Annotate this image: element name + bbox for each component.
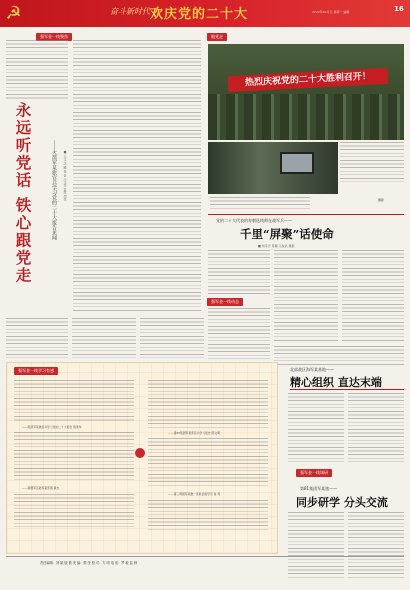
center-lower (274, 346, 404, 366)
center-headline: 千里“屏聚”话使命 (240, 227, 334, 241)
letter-3-caption: ——新疆军区陆军某部团 黄杰 (22, 486, 60, 490)
photo-caption-side (340, 142, 404, 182)
section-tag-east: 强军金一线调研 (296, 469, 332, 477)
east-body-2 (348, 512, 404, 580)
divider (208, 214, 404, 215)
letter-2-text (148, 380, 268, 428)
page-number: 16 (394, 5, 404, 13)
center-kicker: 党的二十大代表的寿朝选线师在战军兵—— (216, 218, 292, 223)
letter-3-text (14, 432, 134, 482)
left-subheadline: ——火箭军某旅官兵学习党的二十大报告见闻 (51, 140, 57, 240)
letter-4-text (148, 438, 268, 488)
letter-3b-text (14, 494, 134, 530)
section-tag-left: 强军金一线聚焦 (36, 33, 72, 41)
divider-north (290, 389, 404, 390)
letter-2-caption: ——第93集团军某部官兵学习报告 陈文明 (168, 431, 220, 435)
north-body-2 (348, 393, 404, 465)
left-lower-2 (72, 318, 136, 358)
photo-caption (210, 197, 310, 209)
main-photo (208, 44, 404, 140)
section-tag-frontline: 强军金一线动态 (207, 298, 243, 306)
section-tag-photo: 眼党走 (207, 33, 227, 41)
left-body-text-top (6, 40, 68, 100)
footer-divider (6, 556, 404, 557)
photo-credit: 摄影 (378, 198, 385, 202)
masthead-slogan: 奋斗新时代 (110, 7, 150, 16)
masthead-title: 欢庆党的二十大 (150, 7, 249, 22)
soldiers-group (208, 94, 404, 140)
photo-banner: 热烈庆祝党的二十大胜利召开！ (228, 68, 389, 92)
letter-1-caption: ——陈颂军某旅官兵学习党的二十大报告 陈颂华 (22, 425, 82, 429)
center-body-3 (342, 250, 404, 342)
north-kicker: 北部战区海军某基地—— (290, 367, 334, 372)
east-headline: 同步研学 分头交流 (296, 496, 388, 509)
seal-icon (135, 448, 145, 458)
left-byline: ■ 王文 沈 曦 杨 伍 冷文军 孟辉 胡亮 (63, 150, 67, 201)
frontline-body (208, 308, 270, 366)
left-lower-3 (140, 318, 204, 358)
masthead-date: 2022年10月日 星期一 编辑 (312, 10, 350, 14)
screen-in-photo (280, 152, 314, 174)
center-body-2 (274, 250, 338, 342)
section-tag-letters: 强军金一线学习有感 (14, 367, 58, 375)
footer-editors: 责任编辑：刘 斌 版 插 美 编：鹤 莹 校 对：方 明 电 话：罗 敏 监 制 (40, 561, 138, 565)
party-emblem-icon: ☭ (5, 3, 22, 24)
left-body-text-1 (73, 40, 143, 312)
second-photo (208, 142, 338, 194)
left-body-text-2 (143, 40, 201, 312)
letter-4b-text (148, 500, 268, 530)
center-byline: ■ 刘景忠 陈鹏 马俊武 摄影 (258, 244, 295, 248)
east-kicker: 第81集团军某旅—— (300, 486, 338, 491)
left-lower-1 (6, 318, 68, 358)
left-headline: 永远听党话 铁心跟党走 (13, 102, 33, 285)
center-body-1 (208, 250, 270, 295)
north-headline: 精心组织 直达末端 (290, 376, 382, 389)
north-body-1 (288, 393, 344, 465)
letter-4-caption: ——第三师团军某旅一连政治指导员 常 英 (168, 492, 221, 496)
east-body-1 (288, 512, 344, 580)
photo-credit-box (340, 142, 404, 210)
letter-1-text (14, 380, 134, 422)
